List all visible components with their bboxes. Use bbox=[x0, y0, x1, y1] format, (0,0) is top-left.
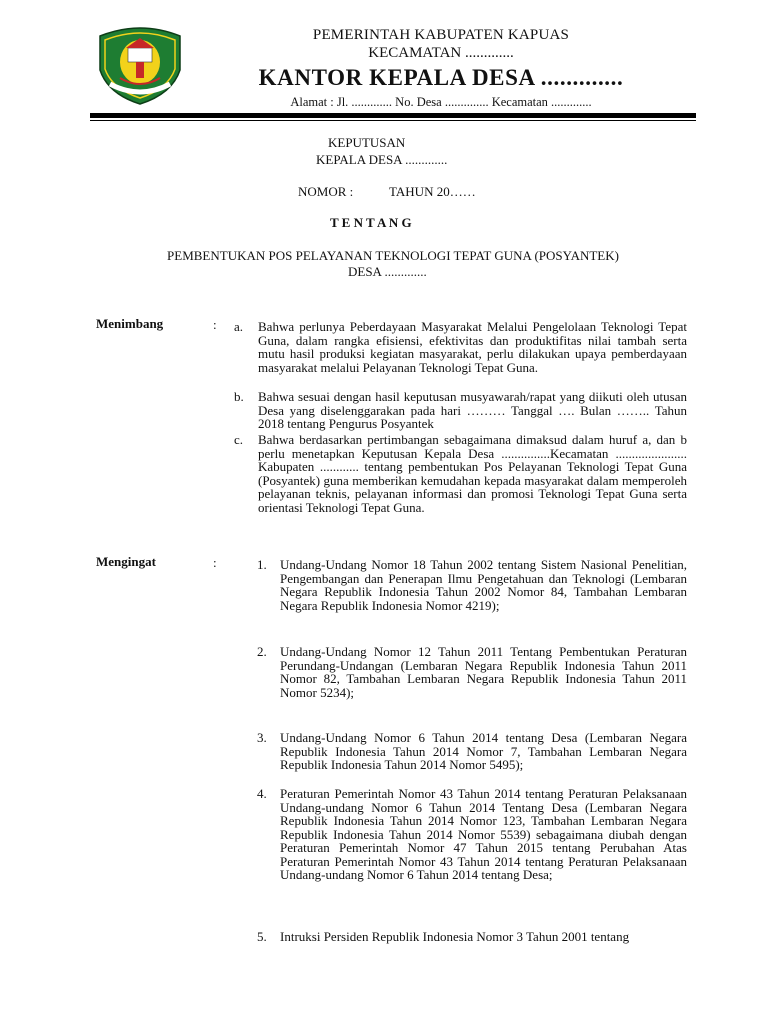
mengingat-item-4 bbox=[257, 787, 687, 882]
menimbang-item-a bbox=[234, 320, 687, 390]
office-address: Alamat : Jl. ............. No. Desa .............. Kecamatan ............. bbox=[290, 95, 592, 109]
menimbang-item-c bbox=[234, 433, 687, 533]
government-name: PEMERINTAH KABUPATEN KAPUAS bbox=[312, 27, 570, 43]
item-marker: a. bbox=[234, 319, 244, 334]
mengingat-item-5 bbox=[257, 930, 687, 944]
item-marker: 4. bbox=[257, 786, 267, 801]
item-marker: 3. bbox=[257, 730, 267, 745]
item-marker: 2. bbox=[257, 644, 267, 659]
item-marker: b. bbox=[234, 389, 244, 404]
kabupaten-emblem-logo bbox=[92, 18, 188, 106]
subject-line-2: DESA ............. bbox=[348, 264, 427, 279]
letterhead bbox=[245, 26, 637, 110]
mengingat-item-2 bbox=[257, 645, 687, 699]
item-text: Undang-Undang Nomor 6 Tahun 2014 tentang Desa (Lembaran Negara Republik Indonesia Tahun 2014 Nomor 7, Tambahan Lembaran Negara Republik Indonesia Tahun 2014 Nomor 5495); bbox=[280, 730, 687, 772]
item-marker: 1. bbox=[257, 557, 267, 572]
item-text: Undang-Undang Nomor 18 Tahun 2002 tentang Sistem Nasional Penelitian, Pengembangan dan Penerapan Ilmu Pengetahuan dan Teknologi (Lembaran Negara Republik Indonesia Tahun 2002 Nomor 84, Tambahan Lembaran Negara Republik Indonesia Nomor 4219); bbox=[280, 557, 687, 613]
item-text: Intruksi Persiden Republik Indonesia Nomor 3 Tahun 2001 tentang bbox=[280, 929, 630, 944]
item-marker: c. bbox=[234, 432, 244, 447]
menimbang-item-b bbox=[234, 390, 687, 432]
header-divider-thin bbox=[90, 120, 696, 121]
mengingat-label: Mengingat bbox=[96, 554, 156, 569]
item-marker: 5. bbox=[257, 929, 267, 944]
menimbang-label: Menimbang bbox=[96, 316, 164, 331]
doc-type-title: KEPUTUSAN bbox=[328, 135, 406, 150]
item-text: Peraturan Pemerintah Nomor 43 Tahun 2014 tentang Peraturan Pelaksanaan Undang-undang Nomor 6 Tahun 2014 Tentang Desa (Lembaran Negara Republik Indonesia Tahun 2014 Nomor 123, Tambahan Lembaran Negara Republik Indonesia Tahun 2014 Nomor 5539) sebagaimana diubah dengan Peraturan Pemerintah Nomor 47 Tahun 2015 tentang Perubahan Atas Peraturan Pemerintah Nomor 43 Tahun 2014 tentang Peraturan Pelaksanaan Undang-undang Nomor 6 Tahun 2014 tentang Desa; bbox=[280, 786, 687, 882]
item-text: Bahwa sesuai dengan hasil keputusan musyawarah/rapat yang diikuti oleh utusan Desa yang diselenggarakan pada hari ……… Tanggal …. Bulan …….. Tahun 2018 tentang Pengurus Posyantek bbox=[258, 389, 687, 431]
tentang-heading: T E N T A N G bbox=[330, 215, 412, 230]
mengingat-item-3 bbox=[257, 731, 687, 772]
menimbang-colon: : bbox=[213, 317, 217, 332]
issuer-title: KEPALA DESA ............. bbox=[316, 152, 448, 167]
subject-line-1: PEMBENTUKAN POS PELAYANAN TEKNOLOGI TEPAT GUNA (POSYANTEK) bbox=[167, 248, 619, 263]
mengingat-colon: : bbox=[213, 555, 217, 570]
item-text: Undang-Undang Nomor 12 Tahun 2011 Tentang Pembentukan Peraturan Perundang-Undangan (Lembaran Negara Republik Indonesia Tahun 2011 Nomor 82, Tambahan Lembaran Negara Republik Indonesia Tahun 2011 Nomor 5234); bbox=[280, 644, 687, 700]
tahun-label: TAHUN 20…… bbox=[389, 184, 476, 199]
mengingat-item-1 bbox=[257, 558, 687, 612]
item-text: Bahwa berdasarkan pertimbangan sebagaimana dimaksud dalam huruf a, dan b perlu menetapkan Keputusan Kepala Desa ...............Kecamatan ...................... Kabupaten ............ tentang pembentukan Pos Pelayanan Teknologi Tepat Guna (Posyantek) guna memberikan kemudahan kepada masyarakat dalam memperoleh pelayanan teknis, pelayanan informasi dan promosi Teknologi Tepat Guna serta orientasi Teknologi Tepat Guna. bbox=[258, 432, 687, 515]
office-name: KANTOR KEPALA DESA ............. bbox=[258, 65, 624, 90]
header-divider-thick bbox=[90, 113, 696, 118]
item-text: Bahwa perlunya Peberdayaan Masyarakat Melalui Pengelolaan Teknologi Tepat Guna, dalam rangka efisiensi, efektivitas dan produktifitas nilai tambah serta mutu hasil produksi kegiatan masyarakat, perlu dilakukan upaya pemberdayaan masyarakat melalui Pelayanan Teknologi Tepat Guna. bbox=[258, 319, 687, 375]
district-name: KECAMATAN ............. bbox=[368, 45, 514, 61]
nomor-label: NOMOR : bbox=[298, 184, 354, 199]
